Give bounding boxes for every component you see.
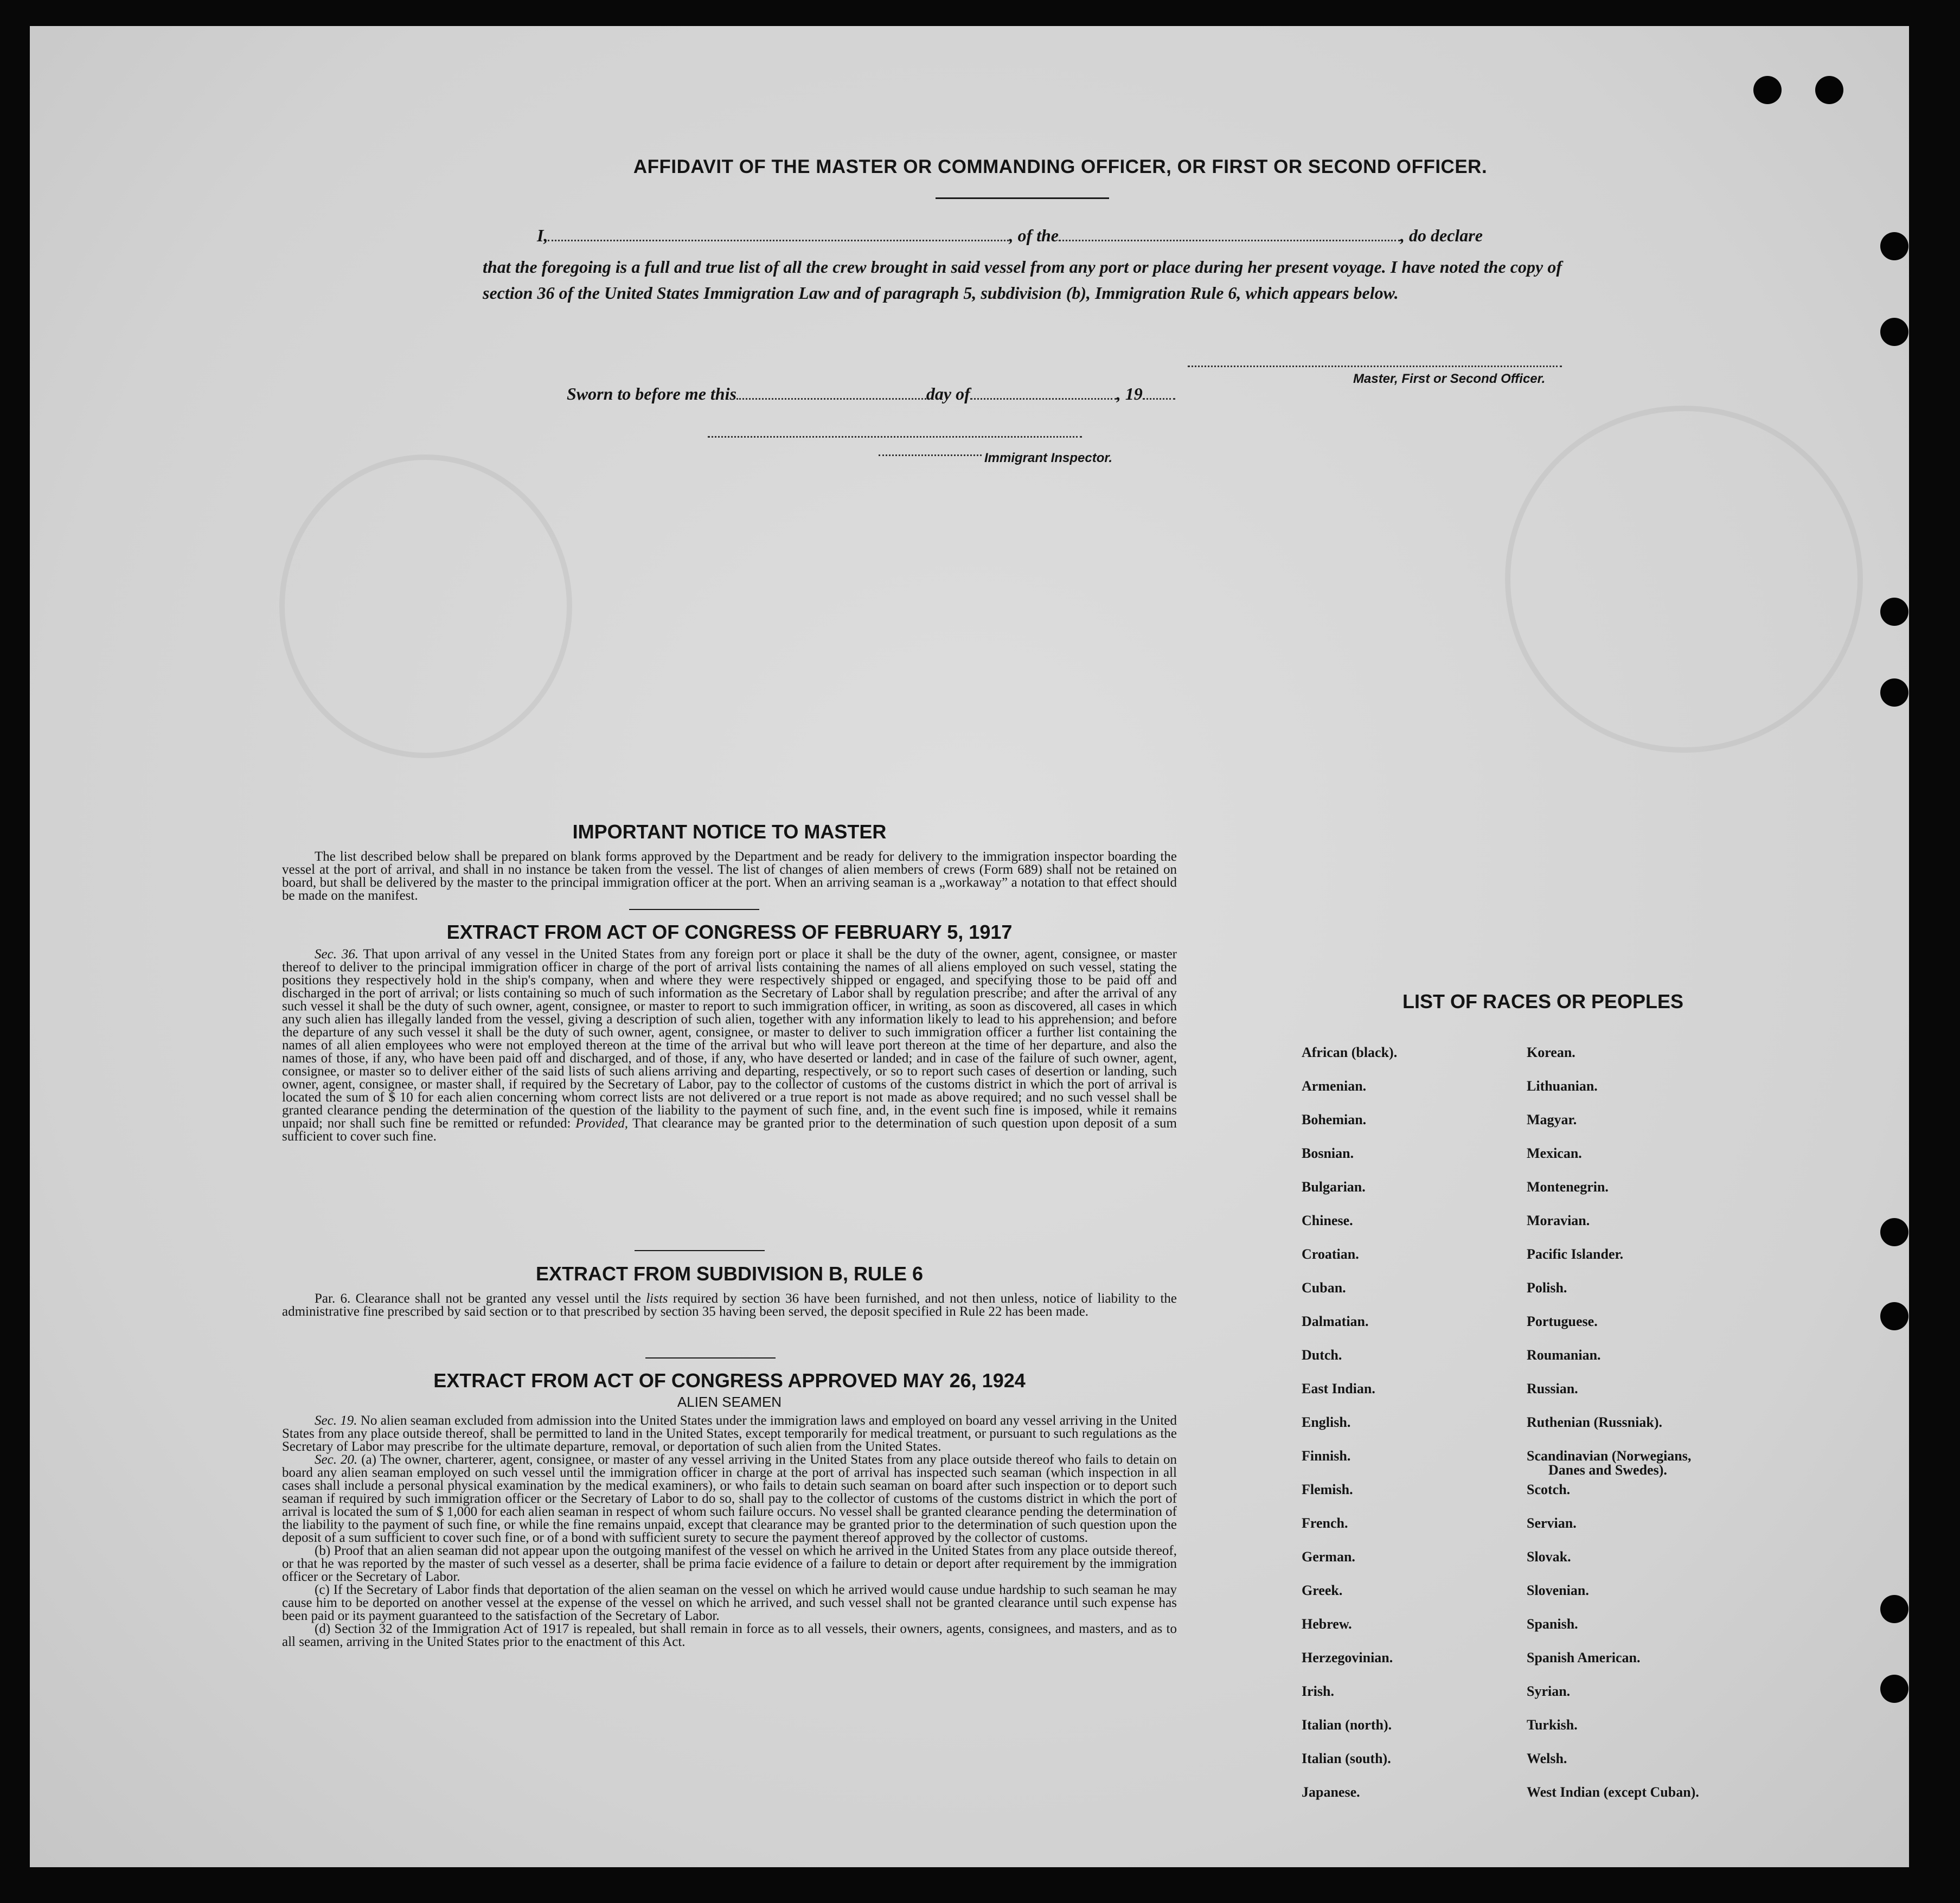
race-item: Moravian. bbox=[1527, 1213, 1590, 1228]
race-item: English. bbox=[1302, 1414, 1351, 1430]
affidavit-declare-label: , do declare bbox=[1400, 226, 1483, 245]
provided-word: Provided, bbox=[575, 1116, 629, 1131]
race-item: Montenegrin. bbox=[1527, 1179, 1609, 1195]
notice-title: IMPORTANT NOTICE TO MASTER bbox=[572, 821, 887, 843]
sworn-month-blank[interactable] bbox=[970, 398, 1117, 400]
punch-hole bbox=[1880, 1595, 1908, 1623]
affidavit-i-label: I, bbox=[537, 226, 548, 245]
race-item: Greek. bbox=[1302, 1582, 1343, 1598]
sec-19-label: Sec. 19. bbox=[315, 1413, 357, 1428]
race-item: Portuguese. bbox=[1527, 1313, 1598, 1329]
race-item: Croatian. bbox=[1302, 1246, 1359, 1262]
race-item: Russian. bbox=[1527, 1381, 1578, 1396]
master-signature-caption: Master, First or Second Officer. bbox=[1353, 371, 1546, 386]
faint-seal-stamp bbox=[1505, 406, 1863, 753]
race-item: Dutch. bbox=[1302, 1347, 1342, 1363]
punch-hole bbox=[1815, 76, 1843, 104]
inspector-caption: Immigrant Inspector. bbox=[984, 451, 1113, 465]
divider bbox=[645, 1357, 776, 1359]
race-item: Italian (north). bbox=[1302, 1717, 1392, 1733]
sworn-line bbox=[567, 384, 1175, 404]
sec-20-label: Sec. 20. bbox=[315, 1452, 358, 1467]
sec-36-label: Sec. 36. bbox=[315, 947, 359, 962]
extract-rule6-paragraph bbox=[282, 1292, 1177, 1318]
sworn-day-blank[interactable] bbox=[736, 398, 926, 400]
affidavit-declaration-line bbox=[537, 226, 1483, 246]
punch-hole bbox=[1880, 1675, 1908, 1703]
faint-seal-stamp bbox=[279, 454, 572, 758]
race-item: Cuban. bbox=[1302, 1280, 1346, 1296]
race-item: Polish. bbox=[1527, 1280, 1567, 1296]
affidavit-body: that the foregoing is a full and true list of all the crew brought in said vessel from any port or place during her present voyage. I have noted the copy of section 36 of the United States Immigration Law and of paragraph 5, subdivision (b), Immigration Rule 6, which appears below. bbox=[483, 257, 1562, 303]
rule6-body-a: Par. 6. Clearance shall not be granted any vessel until the bbox=[315, 1291, 641, 1306]
race-item: Italian (south). bbox=[1302, 1751, 1391, 1766]
extract-rule6-title: EXTRACT FROM SUBDIVISION B, RULE 6 bbox=[535, 1263, 924, 1285]
affidavit-of-label: , of the bbox=[1009, 226, 1059, 245]
races-title: LIST OF RACES OR PEOPLES bbox=[1402, 990, 1684, 1013]
race-item-continuation: Danes and Swedes). bbox=[1548, 1462, 1667, 1478]
race-item: African (black). bbox=[1302, 1045, 1398, 1060]
race-item: Bosnian. bbox=[1302, 1145, 1354, 1161]
inspector-signature-line[interactable] bbox=[708, 436, 1082, 438]
divider bbox=[936, 197, 1109, 199]
race-item: Bulgarian. bbox=[1302, 1179, 1366, 1195]
extract-1924-subtitle: ALIEN SEAMEN bbox=[677, 1394, 782, 1410]
race-item: Bohemian. bbox=[1302, 1112, 1367, 1127]
master-signature-line[interactable] bbox=[1188, 366, 1562, 367]
year-label: , 19 bbox=[1116, 384, 1143, 403]
race-item: Mexican. bbox=[1527, 1145, 1582, 1161]
punch-hole bbox=[1880, 1218, 1908, 1246]
sec-36-body: That upon arrival of any vessel in the United States from any foreign port or place it shall be the duty of the owner, agent, consignee, or master thereof to deliver to the principal immigration officer in charge of the port of arrival lists containing the names of all aliens employed on such vessel, stating the positions they respectively hold in the ship's company, when and where they were respectively shipped or engaged, and specifying those to be paid off and discharged in the port of arrival; or lists containing so much of such information as the Secretary of Labor shall by regulation prescribe; and after the arrival of any such vessel it shall be the duty of such owner, agent, consignee, or master to report to such immigration officer, in writing, as soon as discovered, all cases in which any such alien has illegally landed from the vessel, giving a description of such alien, together with any information likely to lead to his apprehension; and before the departure of any such vessel it shall be the duty of such owner, agent, consignee, or master to deliver to such immigration officer a further list containing the names of all alien employees who were not employed thereon at the time of the arrival but who will leave port thereon at the time of her departure, and also the names of those, if any, who have been paid off and discharged, and of those, if any, who have deserted or landed; and in case of the failure of such owner, agent, consignee, or master so to deliver either of the said lists of such aliens arriving and departing, respectively, or so to report such cases of desertion or landing, such owner, agent, consignee, or master shall, if required by the Secretary of Labor, pay to the collector of customs of the customs district in which the port of arrival is located the sum of $ 10 for each alien concerning whom correct lists are not delivered or a true report is not made as above required; and no such vessel shall be granted clearance pending the determination of the question of the liability to the payment of such fine, and, in the event such fine is imposed, while it remains unpaid; nor shall such fine be remitted or refunded: bbox=[282, 947, 1177, 1131]
inspector-dotted-lead bbox=[879, 454, 982, 456]
race-item: Spanish American. bbox=[1527, 1650, 1641, 1665]
race-item: West Indian (except Cuban). bbox=[1527, 1784, 1699, 1800]
race-item: Scotch. bbox=[1527, 1482, 1571, 1497]
race-item: Slovenian. bbox=[1527, 1582, 1589, 1598]
race-item: Korean. bbox=[1527, 1045, 1575, 1060]
race-item: Roumanian. bbox=[1527, 1347, 1601, 1363]
punch-hole bbox=[1880, 678, 1908, 707]
divider bbox=[629, 909, 759, 910]
notice-body: The list described below shall be prepared on blank forms approved by the Department and be ready for delivery to the immigration inspector boarding the vessel at the port of arrival, and shall in no instance be taken from the vessel. The list of changes of alien members of crews (Form 689) shall not be retained on board, but shall be delivered by the master to the principal immigration officer at the port. When an arriving seaman is a „workaway” a notation to that effect should be made on the manifest. bbox=[282, 849, 1177, 903]
vessel-blank[interactable] bbox=[1059, 240, 1400, 241]
document-sheet bbox=[30, 26, 1909, 1867]
sec-20d-body: (d) Section 32 of the Immigration Act of 1917 is repealed, but shall remain in force as to all vessels, their owners, agents, consignees, and masters, and as to all seamen, arriving in the United States prior to the enactment of this Act. bbox=[282, 1622, 1177, 1649]
sec-36-body-end: That clearance may be granted prior to the determination of such question upon deposit of a sum sufficient to cover such fine. bbox=[282, 1116, 1177, 1144]
race-item: Magyar. bbox=[1527, 1112, 1577, 1127]
divider bbox=[635, 1250, 765, 1251]
race-item: Turkish. bbox=[1527, 1717, 1578, 1733]
rule6-body-b: required by section 36 have been furnished, and not then unless, notice of liability to the administrative fine prescribed by said section or to that prescribed by section 35 having been served, the deposit specified in Rule 22 has been made. bbox=[282, 1291, 1177, 1319]
punch-hole bbox=[1880, 1302, 1908, 1330]
race-item: Herzegovinian. bbox=[1302, 1650, 1393, 1665]
race-item: Chinese. bbox=[1302, 1213, 1353, 1228]
race-item: East Indian. bbox=[1302, 1381, 1375, 1396]
name-blank[interactable] bbox=[548, 240, 1009, 241]
punch-hole bbox=[1753, 76, 1782, 104]
race-item: Finnish. bbox=[1302, 1448, 1351, 1464]
punch-hole bbox=[1880, 318, 1908, 346]
race-item: Irish. bbox=[1302, 1683, 1334, 1699]
race-item: Slovak. bbox=[1527, 1549, 1571, 1565]
race-item: Spanish. bbox=[1527, 1616, 1578, 1632]
race-item: German. bbox=[1302, 1549, 1355, 1565]
race-item: Welsh. bbox=[1527, 1751, 1567, 1766]
extract-1924-paragraphs bbox=[282, 1414, 1177, 1649]
race-item: Japanese. bbox=[1302, 1784, 1360, 1800]
race-item: Servian. bbox=[1527, 1515, 1577, 1531]
extract-1924-title: EXTRACT FROM ACT OF CONGRESS APPROVED MAY 26, 1924 bbox=[433, 1369, 1026, 1392]
race-item: Lithuanian. bbox=[1527, 1078, 1598, 1094]
sec-20b-body: (b) Proof that an alien seaman did not appear upon the outgoing manifest of the vessel on which he arrived in the United States from any place outside thereof, or that he was reported by the master of such vessel as a deserter, shall be prima facie evidence of a failure to detain or deport after requirement by the immigration officer or the Secretary of Labor. bbox=[282, 1543, 1177, 1584]
race-item: Flemish. bbox=[1302, 1482, 1353, 1497]
day-of-label: day of bbox=[926, 384, 970, 403]
sec-19-body: No alien seaman excluded from admission into the United States under the immigration laws and employed on board any vessel arriving in the United States from any place outside thereof, shall be permitted to land in the United States, except temporarily for medical treatment, or pursuant to such regulations as the Secretary of Labor may prescribe for the ultimate departure, removal, or deportation of such alien from the United States. bbox=[282, 1413, 1177, 1454]
race-item: French. bbox=[1302, 1515, 1348, 1531]
race-item: Ruthenian (Russniak). bbox=[1527, 1414, 1662, 1430]
race-item: Pacific Islander. bbox=[1527, 1246, 1624, 1262]
sec-20a-body: (a) The owner, charterer, agent, consignee, or master of any vessel arriving in the United States from any place outside thereof who fails to detain on board any alien seaman employed on such vessel until the immigration officer in charge at the port of arrival has inspected such seaman (which inspection in all cases shall include a personal physical examination by the medical examiners), or who fails to detain such seaman on board after such inspection or to deport such seaman if required by such immigration officer or the Secretary of Labor to do so, shall pay to the collector of customs of the customs district in which the port of arrival is located the sum of $ 1,000 for each alien seaman in respect of whom such failure occurs. No vessel shall be granted clearance pending the determination of the liability to the payment of such fine, or while the fine remains unpaid, except that clearance may be granted prior to the determination of such question upon the deposit of a sum sufficient to cover such fine, or of a bond with sufficient surety to secure the payment thereof approved by the collector of customs. bbox=[282, 1452, 1177, 1545]
extract-1917-paragraph bbox=[282, 948, 1177, 1143]
race-item: Scandinavian (Norwegians, bbox=[1527, 1448, 1692, 1464]
race-item: Dalmatian. bbox=[1302, 1313, 1369, 1329]
lists-word: lists bbox=[646, 1291, 668, 1306]
punch-hole bbox=[1880, 232, 1908, 260]
affidavit-title: AFFIDAVIT OF THE MASTER OR COMMANDING OFFICER, OR FIRST OR SECOND OFFICER. bbox=[633, 156, 1488, 177]
sec-20c-body: (c) If the Secretary of Labor finds that deportation of the alien seaman on the vessel on which he arrived would cause undue hardship to such seaman he may cause him to be deported on another vessel at the expense of the vessel on which he arrived, and such vessel shall not be granted clearance until such expense has been paid or its payment guaranteed to the satisfaction of the Secretary of Labor. bbox=[282, 1582, 1177, 1623]
sworn-label: Sworn to before me this bbox=[567, 384, 736, 403]
extract-1917-title: EXTRACT FROM ACT OF CONGRESS OF FEBRUARY 5, 1917 bbox=[446, 921, 1013, 943]
sworn-year-blank[interactable] bbox=[1143, 398, 1175, 400]
punch-hole bbox=[1880, 598, 1908, 626]
notice-paragraph bbox=[282, 850, 1177, 902]
race-item: Armenian. bbox=[1302, 1078, 1367, 1094]
race-item: Syrian. bbox=[1527, 1683, 1571, 1699]
race-item: Hebrew. bbox=[1302, 1616, 1352, 1632]
